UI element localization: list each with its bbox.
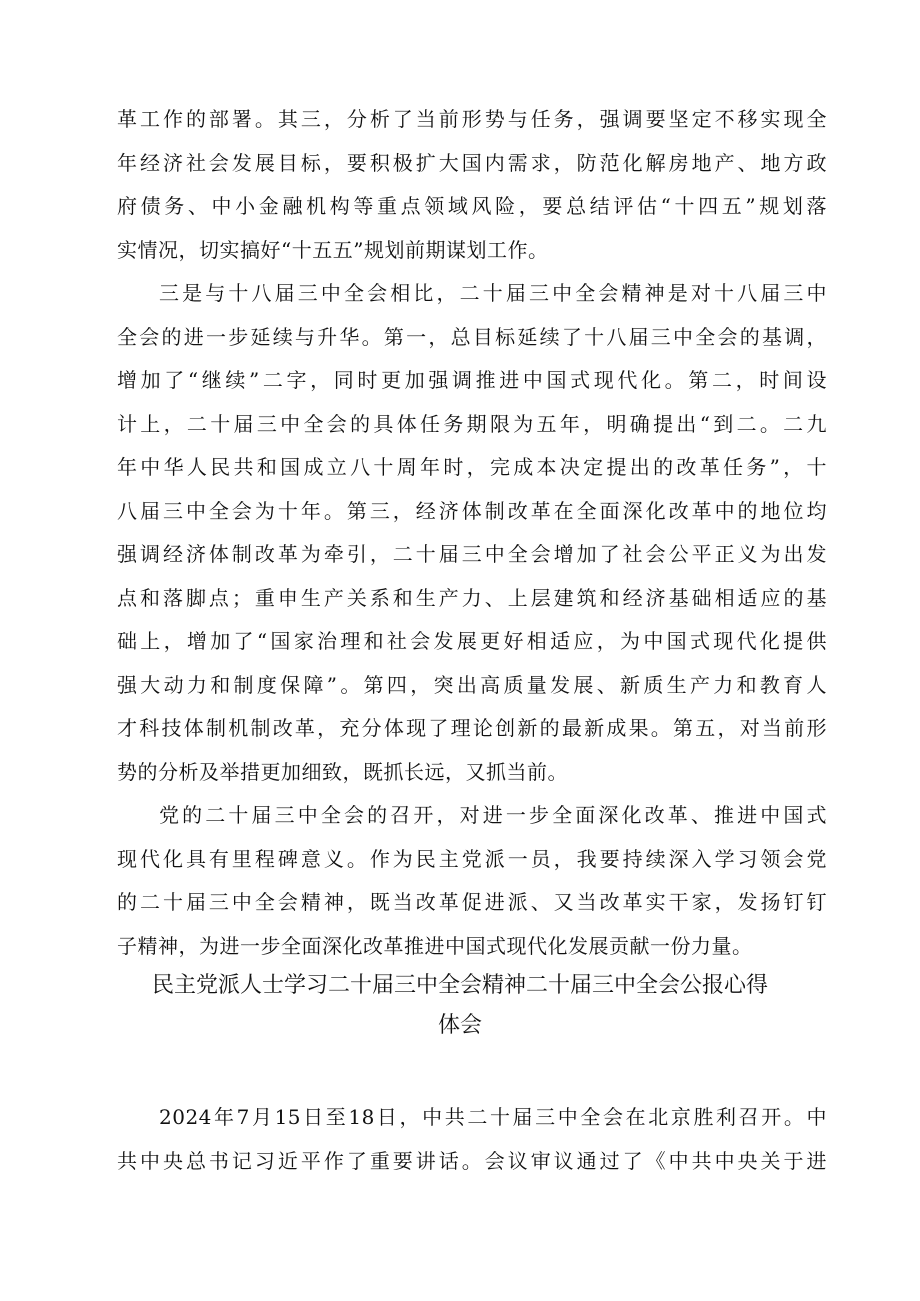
text-line: 点和落脚点；重申生产关系和生产力、上层建筑和经济基础相适应的基: [117, 585, 827, 610]
text-line: 八届三中全会为十年。第三，经济体制改革在全面深化改革中的地位均: [117, 498, 827, 523]
text-line: 计上，二十届三中全会的具体任务期限为五年，明确提出“到二。二九: [117, 411, 827, 436]
paragraph-new: [117, 1096, 827, 1183]
text-line: 现代化具有里程碑意义。作为民主党派一员，我要持续深入学习领会党: [117, 846, 827, 871]
text-line: 全会的进一步延续与升华。第一，总目标延续了十八届三中全会的基调，: [117, 324, 827, 349]
text-line: 2024年7月15日至18日，中共二十届三中全会在北京胜利召开。中: [159, 1105, 827, 1129]
text-line: 实情况，切实搞好“十五五”规划前期谋划工作。: [117, 237, 549, 262]
paragraph-conclusion: [117, 794, 827, 968]
text-line: 础上，增加了“国家治理和社会发展更好相适应，为中国式现代化提供: [117, 629, 827, 653]
text-line: 年中华人民共和国成立八十周年时，完成本决定提出的改革任务”，十: [117, 455, 827, 479]
text-line: 府债务、中小金融机构等重点领域风险，要总结评估“十四五”规划落: [117, 194, 827, 218]
paragraph-three: [117, 272, 827, 794]
paragraph-continuation: [117, 98, 827, 272]
section-title-line: 民主党派人士学习二十届三中全会精神二十届三中全会公报心得: [151, 973, 768, 998]
text-line: 革工作的部署。其三，分析了当前形势与任务，强调要坚定不移实现全: [117, 107, 827, 131]
text-line: 党的二十届三中全会的召开，对进一步全面深化改革、推进中国式: [159, 803, 827, 827]
text-line: 强大动力和制度保障”。第四，突出高质量发展、新质生产力和教育人: [117, 672, 827, 697]
text-line: 年经济社会发展目标，要积极扩大国内需求，防范化解房地产、地方政: [117, 150, 827, 175]
section-title-line: 体会: [437, 1013, 482, 1038]
text-line: 三是与十八届三中全会相比，二十届三中全会精神是对十八届三中: [159, 281, 827, 305]
section-title: [0, 966, 920, 1046]
text-line: 的二十届三中全会精神，既当改革促进派、又当改革实干家，发扬钉钉: [117, 890, 827, 914]
text-line: 才科技体制机制改革，充分体现了理论创新的最新成果。第五，对当前形: [117, 716, 827, 740]
text-line: 强调经济体制改革为牵引，二十届三中全会增加了社会公平正义为出发: [117, 542, 827, 566]
text-line: 势的分析及举措更加细致，既抓长远，又抓当前。: [117, 759, 568, 784]
text-line: 共中央总书记习近平作了重要讲话。会议审议通过了《中共中央关于进: [117, 1148, 827, 1173]
text-line: 增加了“继续”二字，同时更加强调推进中国式现代化。第二，时间设: [117, 368, 827, 392]
text-line: 子精神，为进一步全面深化改革推进中国式现代化发展贡献一份力量。: [117, 933, 753, 958]
